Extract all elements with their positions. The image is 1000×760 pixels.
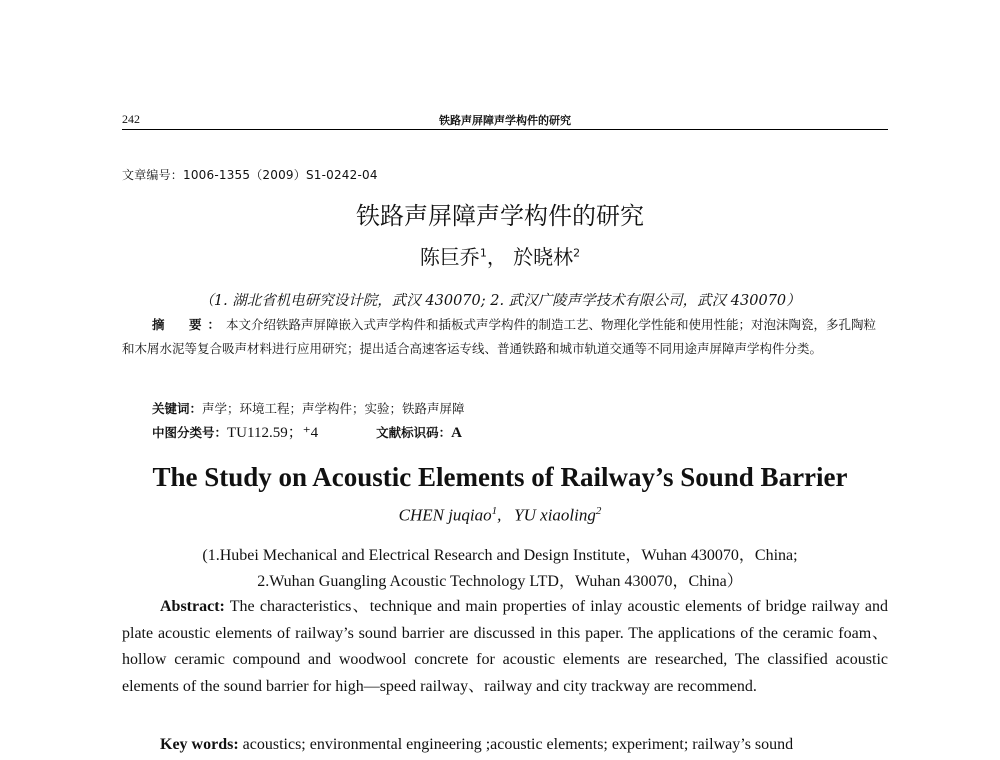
chinese-keywords	[152, 397, 888, 421]
chinese-author-1-sup: 1	[479, 246, 487, 260]
chinese-keywords-label: 关键词：	[152, 401, 203, 416]
english-author-2: YU xiaoling	[514, 505, 596, 525]
document-code-value: A	[451, 425, 462, 441]
chinese-author-2-sup: 2	[573, 246, 581, 260]
english-abstract-text: The characteristics、technique and main properties of inlay acoustic elements of bridge railway and plate acoustic elements of railway’s sound barrier are discussed in this paper. The applications of the ceramic foam、hollow ceramic compound and woodwool concrete for acoustic elements are researched, The classified acoustic elements of the sound barrier for high—speed railway、railway and city trackway are recommend.	[122, 598, 889, 695]
chinese-title: 铁路声屏障声学构件的研究	[356, 202, 644, 230]
english-author-1: CHEN juqiao	[398, 505, 492, 525]
english-abstract-label: Abstract:	[160, 598, 225, 615]
chinese-keywords-text: 声学；环境工程；声学构件；实验；铁路声屏障	[202, 401, 465, 416]
chinese-author-1: 陈巨乔	[419, 245, 480, 269]
english-keywords-label: Key words:	[160, 736, 239, 753]
english-title: The Study on Acoustic Elements of Railway’s Sound Barrier	[152, 462, 848, 492]
classification-line	[152, 421, 888, 445]
english-affiliation-line-1: (1.Hubei Mechanical and Electrical Research and Design Institute，Wuhan 430070，China;	[202, 547, 798, 564]
chinese-author-2: 於晓林	[513, 245, 574, 269]
chinese-abstract-label: 摘 要：	[152, 317, 227, 332]
chinese-abstract	[122, 313, 888, 361]
article-number: 文章编号：1006-1355（2009）S1-0242-04	[122, 168, 378, 182]
page-number: 242	[122, 112, 140, 126]
chinese-authors	[0, 241, 1000, 270]
running-header	[122, 112, 888, 130]
header-rule	[122, 129, 888, 130]
class-number-value: TU112.59；⁺4	[227, 425, 319, 441]
english-affiliation-line-2: 2.Wuhan Guangling Acoustic Technology LTD，Wuhan 430070，China）	[257, 573, 743, 590]
english-author-1-sup: 1	[491, 505, 498, 517]
chinese-abstract-text: 本文介绍铁路声屏障嵌入式声学构件和插板式声学构件的制造工艺、物理化学性能和使用性能；对泡沫陶瓷，多孔陶粒和木屑水泥等复合吸声材料进行应用研究；提出适合高速客运专线、普通铁路和城市轨道交通等不同用途声屏障声学构件分类。	[122, 317, 877, 356]
english-keywords	[122, 732, 888, 758]
english-authors	[0, 505, 1000, 526]
class-number-label: 中图分类号：	[152, 425, 228, 440]
chinese-author-separator: ，	[486, 245, 507, 269]
chinese-affiliations: （1. 湖北省机电研究设计院，武汉 430070; 2. 武汉广陵声学技术有限公司，武汉 430070）	[199, 293, 801, 309]
english-keywords-text: acoustics; environmental engineering ;acoustic elements; experiment; railway’s sound	[238, 736, 794, 753]
document-code	[376, 425, 462, 440]
english-abstract	[122, 594, 888, 700]
english-author-separator: ,	[497, 505, 515, 525]
document-code-label: 文献标识码：	[376, 425, 452, 440]
running-title: 铁路声屏障声学构件的研究	[439, 114, 571, 127]
english-author-2-sup: 2	[595, 505, 602, 517]
